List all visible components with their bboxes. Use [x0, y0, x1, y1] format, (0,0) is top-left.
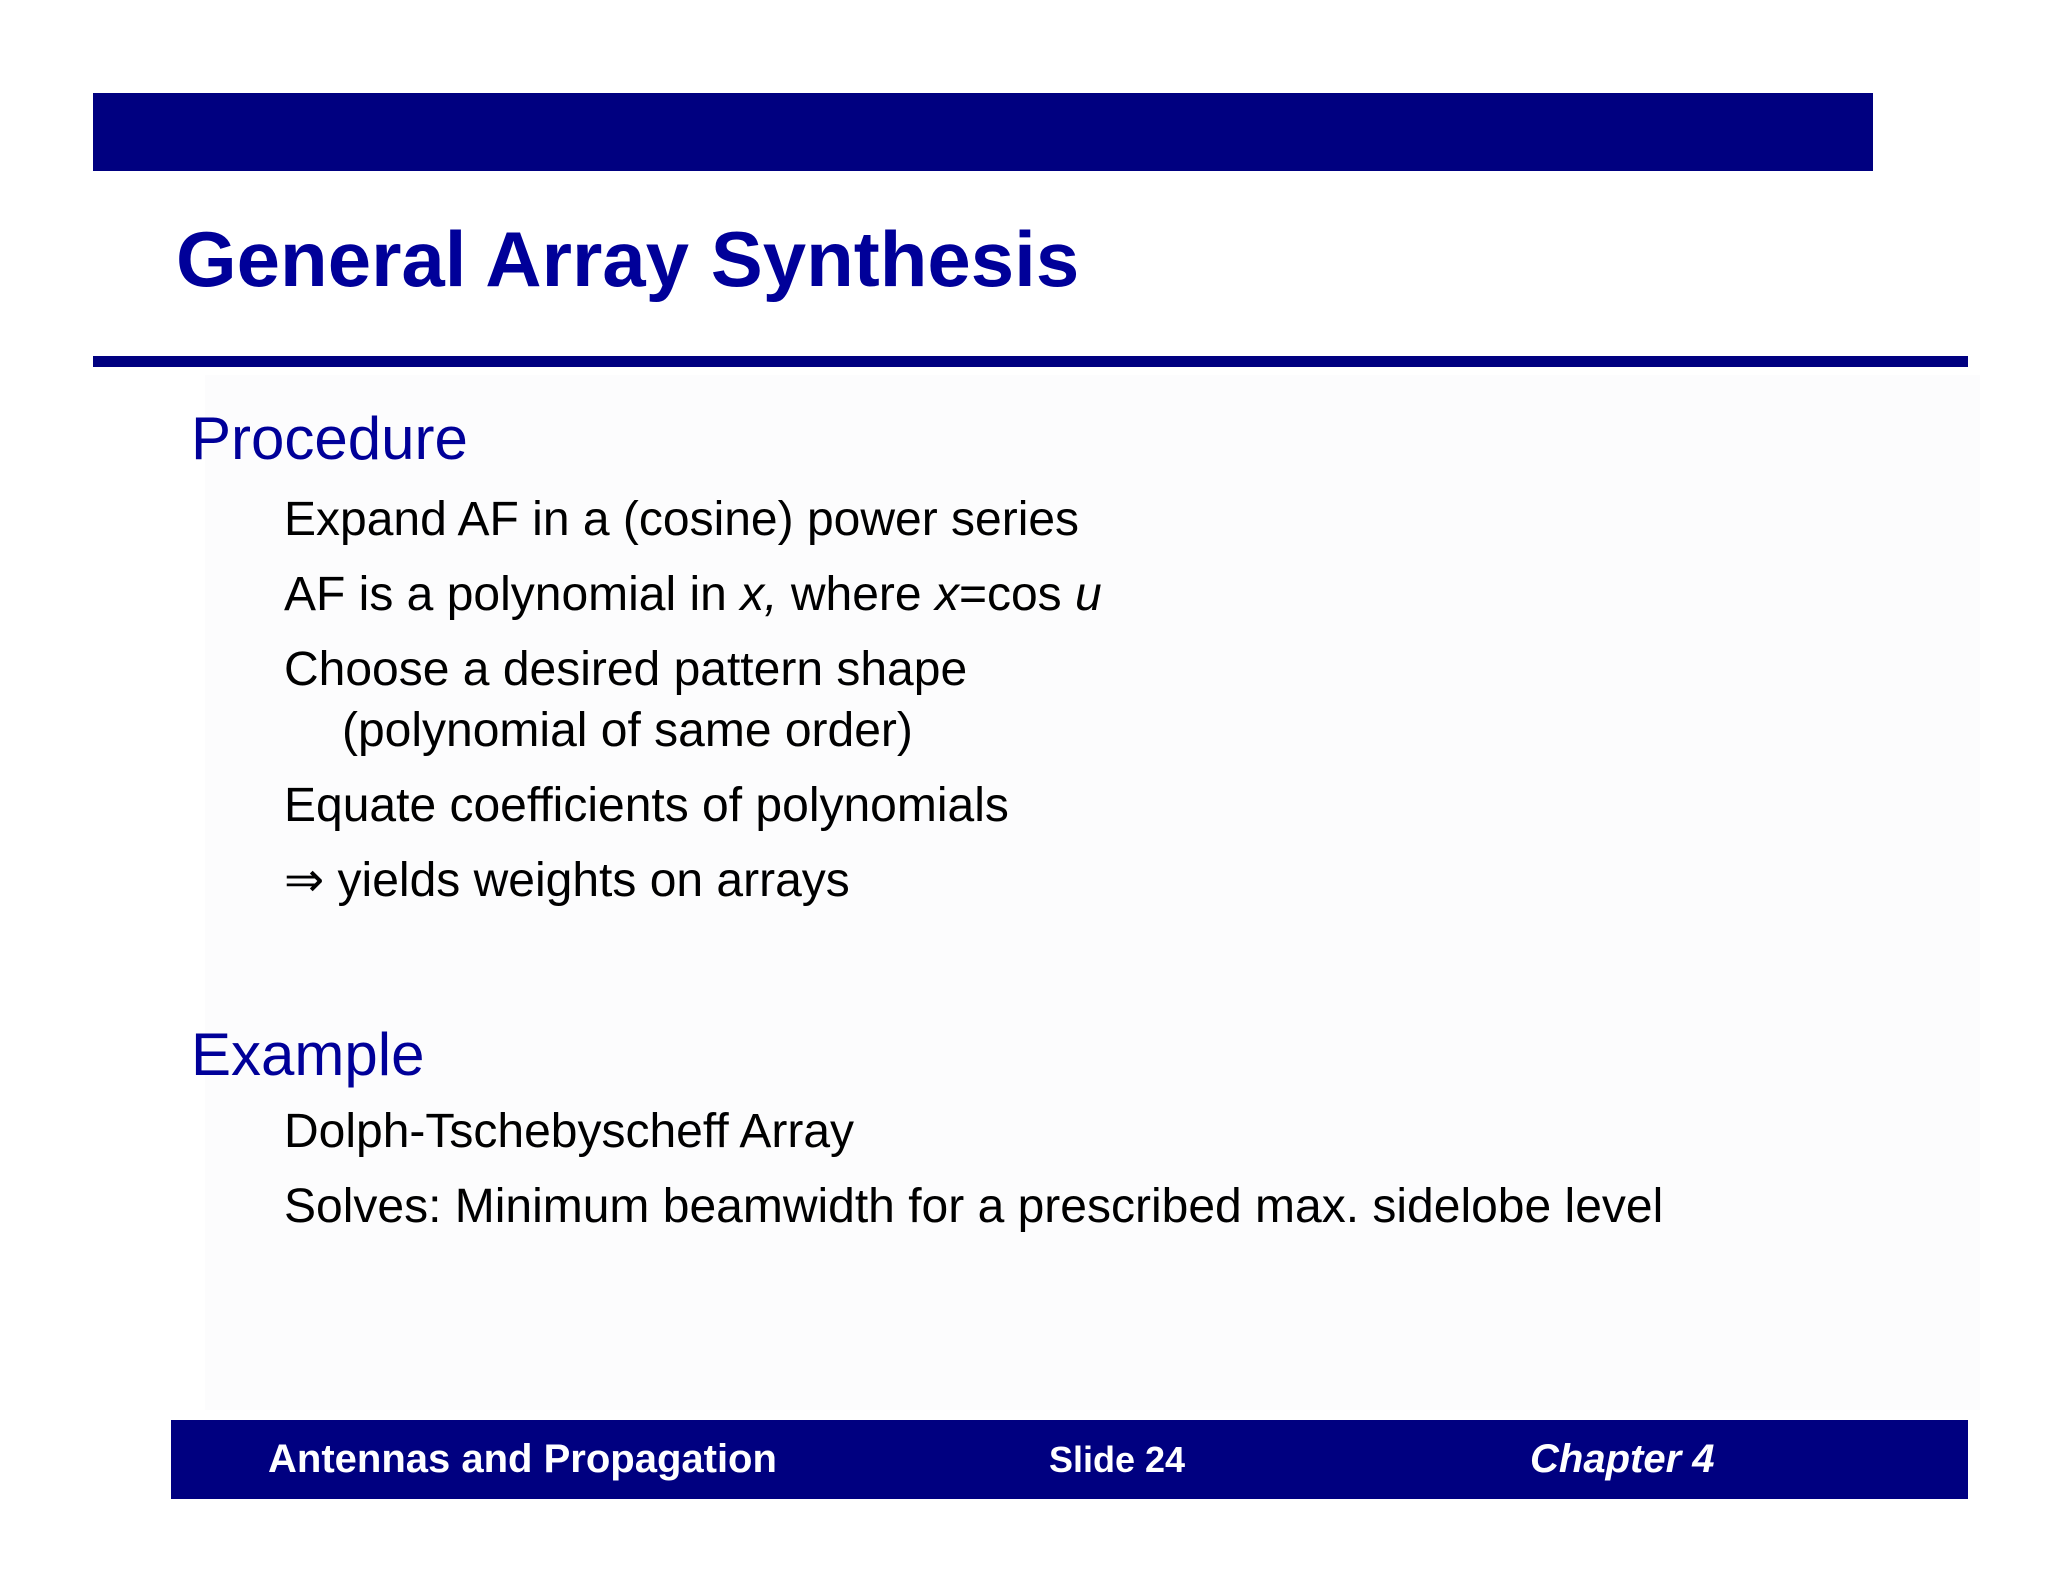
variable-u: u	[1075, 568, 1102, 621]
slide-title: General Array Synthesis	[176, 215, 1080, 303]
top-banner-bar	[93, 93, 1873, 171]
procedure-item-choose-shape-continued: (polynomial of same order)	[342, 704, 913, 757]
variable-x: x	[934, 568, 959, 621]
polynomial-text-part: =cos	[958, 568, 1075, 621]
procedure-heading: Procedure	[191, 405, 468, 472]
procedure-item-equate: Equate coefficients of polynomials	[284, 779, 1009, 832]
procedure-item-choose-shape: Choose a desired pattern shape	[284, 643, 968, 696]
procedure-item-expand: Expand AF in a (cosine) power series	[284, 493, 1080, 546]
example-heading: Example	[191, 1021, 425, 1088]
title-divider	[93, 356, 1968, 367]
procedure-item-polynomial	[284, 565, 1102, 625]
example-item-dolph: Dolph-Tschebyscheff Array	[284, 1105, 855, 1158]
polynomial-text-part: AF is a polynomial in	[284, 568, 741, 621]
variable-x: x,	[740, 568, 778, 621]
polynomial-text-part: where	[777, 568, 935, 621]
procedure-item-yields-weights: ⇒ yields weights on arrays	[284, 854, 850, 907]
footer-course-title: Antennas and Propagation	[268, 1437, 777, 1481]
footer-bar	[171, 1420, 1968, 1499]
example-item-solves: Solves: Minimum beamwidth for a prescribed max. sidelobe level	[284, 1180, 1664, 1233]
footer-chapter: Chapter 4	[1530, 1437, 1715, 1481]
footer-slide-number: Slide 24	[1049, 1439, 1186, 1480]
